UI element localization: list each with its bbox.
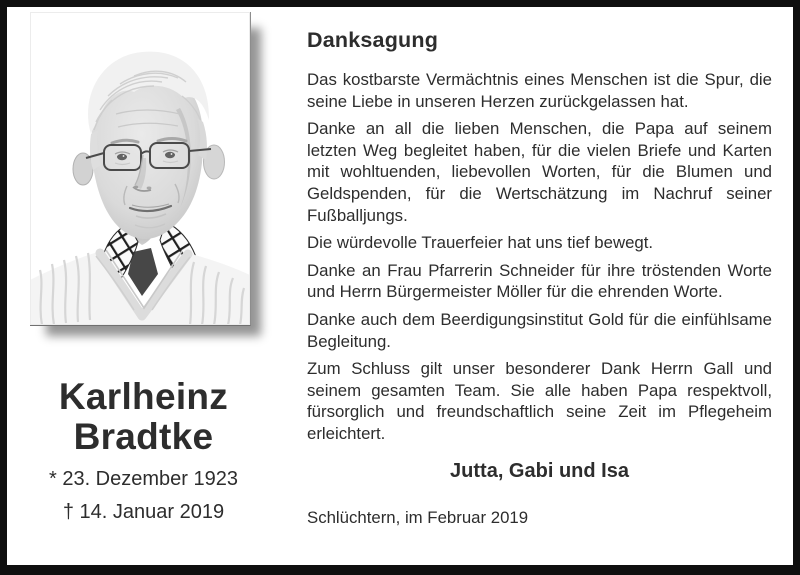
place-and-date: Schlüchtern, im Februar 2019 <box>307 507 529 527</box>
notice-paragraph: Die würdevolle Trauerfeier hat uns tief bewegt. <box>307 233 654 253</box>
deceased-first-name: Karlheinz <box>58 376 229 417</box>
notice-text-column <box>307 27 772 528</box>
family-signature: Jutta, Gabi und Isa <box>450 459 629 482</box>
notice-paragraph: Zum Schluss gilt unser besonderer Dank Herrn Gall und seinem gesamten Team. Sie alle haben Papa respektvoll, fürsorglich und freundschaftlich seine Zeit im Pflegeheim erleichtert. <box>307 359 772 443</box>
notice-paragraph: Danke an all die lieben Menschen, die Papa auf seinem letzten Weg begleitet haben, für die vielen Briefe und Karten mit wohltuenden, liebevollen Worten, für die Blumen und Geldspenden, für die Wertschätzung im Nachruf seiner Fußballjungs. <box>307 119 772 225</box>
portrait-illustration <box>30 12 250 325</box>
deceased-last-name: Bradtke <box>73 416 214 457</box>
deceased-name <box>7 377 280 457</box>
birth-date: * 23. Dezember 1923 <box>48 468 238 490</box>
notice-paragraph: Danke auch dem Beerdigungsinstitut Gold für die einfühlsame Begleitung. <box>307 309 772 351</box>
death-date: † 14. Januar 2019 <box>62 501 225 523</box>
notice-paragraph: Danke an Frau Pfarrerin Schneider für ihre tröstenden Worte und Herrn Bürgermeister Möller für die ehrenden Worte. <box>307 260 772 302</box>
notice-paragraph: Das kostbarste Vermächtnis eines Menschen ist die Spur, die seine Liebe in unseren Herzen zurückgelassen hat. <box>307 70 772 111</box>
notice-heading: Danksagung <box>307 28 439 52</box>
portrait-photo <box>30 12 251 326</box>
